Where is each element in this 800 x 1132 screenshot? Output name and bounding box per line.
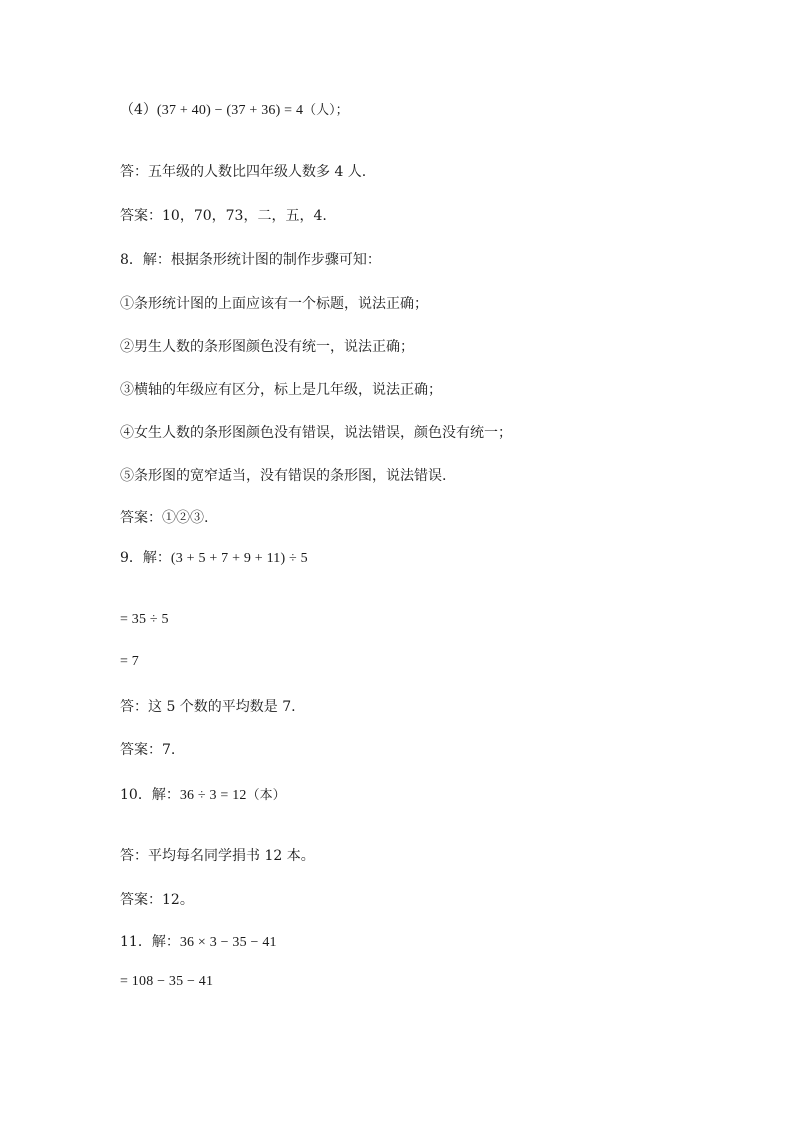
q9-expression: (3 + 5 + 7 + 9 + 11) ÷ 5 bbox=[170, 551, 308, 566]
q8-item-3: ③横轴的年级应有区分，标上是几年级，说法正确； bbox=[120, 382, 442, 398]
q9-answer-sentence: 答：这 5 个数的平均数是 7. bbox=[120, 699, 296, 715]
q7-part4-expression: (37 + 40) − (37 + 36) = 4 bbox=[156, 103, 304, 118]
q9-step-1: = 35 ÷ 5 bbox=[120, 612, 169, 627]
q8-item-1: ①条形统计图的上面应该有一个标题，说法正确； bbox=[120, 296, 428, 312]
q10-answer-sentence: 答：平均每名同学捐书 12 本。 bbox=[120, 848, 315, 864]
q11-step-1: = 108 − 35 − 41 bbox=[120, 974, 214, 989]
q9-line bbox=[120, 548, 308, 569]
q9-label: 9．解： bbox=[120, 550, 171, 566]
q7-answer-sentence: 答：五年级的人数比四年级人数多 4 人. bbox=[120, 164, 367, 180]
q10-expression: 36 ÷ 3 = 12 bbox=[179, 788, 247, 803]
q8-item-4: ④女生人数的条形图颜色没有错误，说法错误，颜色没有统一； bbox=[120, 425, 512, 441]
q10-unit: （本） bbox=[246, 788, 286, 803]
q8-heading: 8．解：根据条形统计图的制作步骤可知： bbox=[120, 252, 381, 268]
q8-item-2: ②男生人数的条形图颜色没有统一，说法正确； bbox=[120, 339, 414, 355]
q11-line bbox=[120, 932, 277, 953]
q10-final-answer: 答案：12。 bbox=[120, 892, 194, 908]
q7-part4-line bbox=[120, 100, 349, 121]
q7-part4-label: （4） bbox=[120, 102, 157, 118]
q10-line bbox=[120, 785, 286, 806]
q7-part4-unit: （人）； bbox=[303, 103, 349, 118]
q8-item-5: ⑤条形图的宽窄适当，没有错误的条形图，说法错误. bbox=[120, 468, 447, 484]
q9-step-2: = 7 bbox=[120, 654, 139, 669]
q11-expression: 36 × 3 − 35 − 41 bbox=[179, 935, 277, 950]
q11-label: 11．解： bbox=[120, 934, 180, 950]
q9-final-answer: 答案：7. bbox=[120, 742, 176, 758]
q7-final-answer: 答案：10，70，73，二，五，4. bbox=[120, 208, 327, 224]
q10-label: 10．解： bbox=[120, 787, 180, 803]
q8-final-answer: 答案：①②③. bbox=[120, 510, 209, 526]
